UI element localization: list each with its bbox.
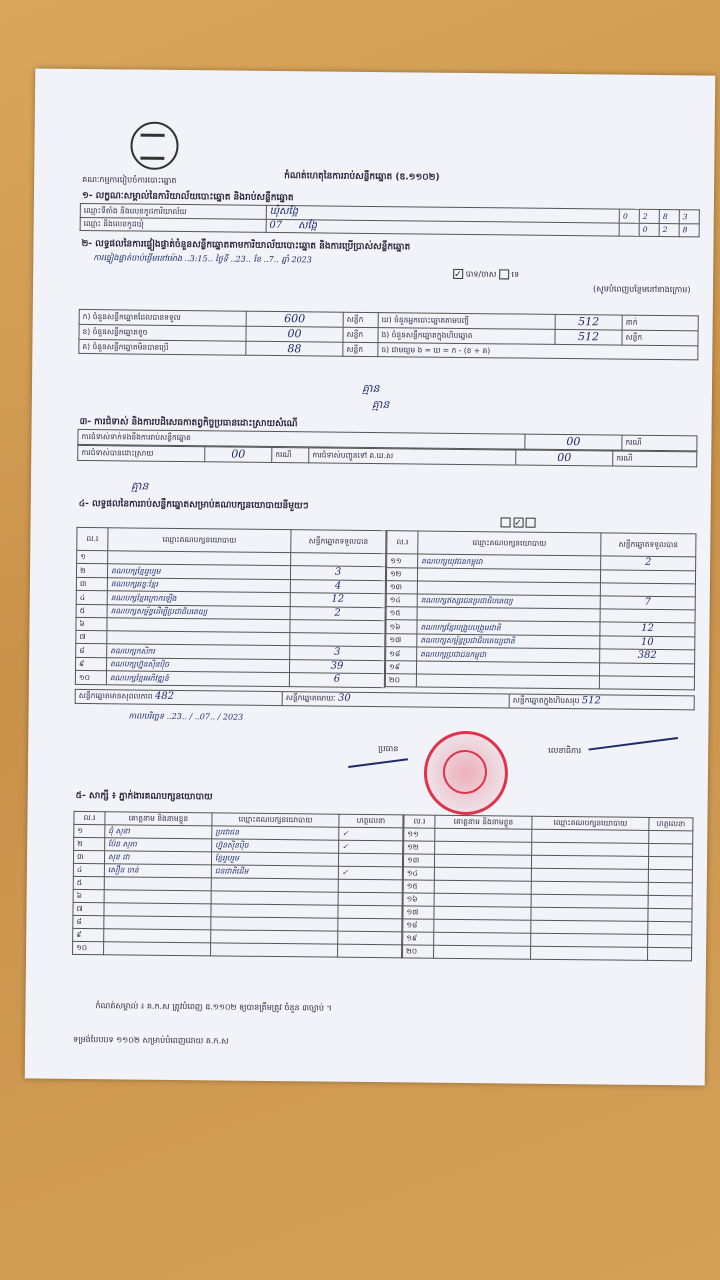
section1-heading: ១- លក្ខណៈសម្គាល់នៃការិយាល័យបោះឆ្នោត និងរាប់សន្លឹកឆ្នោត: [81, 190, 294, 204]
section1-table: [80, 203, 700, 237]
section3-heading: ៣- ការជំទាស់ និងការបដិសេធកាតព្វកិច្ចប្រធានដោះស្រាយសំណើ: [79, 416, 298, 430]
table-row: ១៥: [386, 607, 695, 623]
table-row: ៥: [73, 876, 402, 892]
yes-no-choice: [453, 269, 519, 280]
table-row: ១ ជុំ សុខា ប្រជាជន ✓: [74, 824, 403, 840]
table-row: ១២: [404, 841, 693, 857]
table-row: ១២: [386, 567, 695, 583]
witness-table-right: ល.រ គោត្តនាម និងនាមខ្លួន ឈ្មោះគណបក្សនយោបាយ ហត្ថលេខា ១១ ១២ ១៣ ១៤ ១៥ ១៦ ១៧ ១៨ ១៩ ២០: [402, 814, 693, 961]
form-sheet: [25, 68, 716, 1085]
chair-label: ប្រធាន: [378, 744, 399, 754]
table-row: ៦: [76, 617, 385, 633]
table-row: ១៧: [403, 906, 692, 922]
table-row: ១៤: [403, 867, 692, 883]
table-row: ១១: [404, 828, 693, 844]
secretary-signature: [589, 737, 679, 751]
code-digit-empty: [619, 223, 639, 237]
table-row: ៣ សុខ ជា ខ្មែររួបរួម: [73, 850, 402, 866]
code-digit: 2: [639, 209, 659, 223]
table-row: ខ) ចំនួនសន្លឹកឆ្នោតខូច 00 សន្លឹក ង) ចំនួនសន្លឹកឆ្នោតក្នុងហិបឆ្នោត 512 សន្លឹក: [79, 324, 698, 345]
section4-heading: ៤- លទ្ធផលនៃការរាប់សន្លឹកឆ្នោតសម្រាប់គណបក្សនយោបាយនីមួយៗ: [78, 498, 309, 512]
table-row: ១៦ គណបក្សខ្មែរបង្រួបបង្រួមជាតិ 12: [386, 620, 695, 637]
yes-checkbox[interactable]: [453, 269, 463, 279]
official-stamp: [424, 731, 509, 816]
code-digit: 8: [659, 210, 679, 224]
section2-heading: ២- លទ្ធផលនៃការផ្ទៀងផ្ទាត់ចំនួនសន្លឹកឆ្នោតតាមការិយាល័យបោះឆ្នោត និងការប្រើប្រាស់សន្លឹកឆ្នោត: [81, 238, 411, 253]
table-row: ១៨ គណបក្សប្រជាជនកម្ពុជា 382: [386, 647, 695, 664]
section2-table: [78, 309, 698, 361]
section2-date-line: ការផ្ទៀងផ្ទាត់ចាប់ផ្តើមនៅម៉ោង ..3:15.. ថ្ងៃទី ..23.. ខែ ..7.. ឆ្នាំ 2023: [93, 253, 312, 265]
no-label: ទេ: [511, 269, 520, 280]
code-digit: 0: [619, 209, 639, 223]
section3-table: ការជំទាស់ទាក់ទងនឹងការរាប់សន្លឹកឆ្នោត 00 ករណី: [77, 429, 697, 451]
table-row: ១៩: [385, 660, 694, 676]
section4-date: កាលបរិច្ឆេទ ..23.. / ..07.. / 2023: [128, 711, 244, 722]
table-row: ៧: [76, 630, 385, 646]
emblem-logo: [130, 121, 179, 170]
totals-row: សន្លឹកឆ្នោតមានសុពលភាព 482 សន្លឹកឆ្នោតមោឃៈ 30 សន្លឹកឆ្នោតក្នុងហិបសរុប 512: [75, 689, 695, 710]
table-row: ២ ប៉ែន សុភា ហ្វ៊ុនស៊ិនប៉ិច ✓: [74, 837, 403, 853]
section3-fill: គ្មាន: [130, 479, 149, 493]
table-row: ៤ សឿន ចាន់ ជនជាតិដើម ✓: [73, 863, 402, 879]
section5-note: កំណត់សម្គាល់ ៖ គ.ក.ស ត្រូវបំពេញ ឌ.១១០២ ឲ្យបានត្រឹមត្រូវ ចំនួន ៣ច្បាប់ ។: [95, 1001, 332, 1013]
table-row: ១០ គណបក្សខ្មែរអភិវឌ្ឍន៍ 6: [75, 670, 384, 687]
table-row: ៧: [73, 902, 402, 918]
code-digit: 3: [679, 210, 699, 224]
table-row: ៩: [73, 928, 402, 944]
table-row: ១៣: [403, 854, 692, 870]
table-row: ១: [77, 550, 386, 566]
table-row: ១៦: [403, 893, 692, 909]
footer-text: ទម្រង់បែបបទ ១១០២ សម្រាប់បំពេញដោយ គ.ក.ស: [73, 1034, 229, 1046]
party-table-left: ល.រ ឈ្មោះគណបក្សនយោបាយ សន្លឹកឆ្នោតទទួលបាន ១ ២ គណបក្សខ្មែររួបរួម 3 ៣ គណបក្សឆន្ទៈខ្មែរ 4 ៤ គណបក្សខ្មែរក្រោកឡើង 12 ៥ គណបក្សសម្ព័ន្ធដើម្បីប្រជាធិបតេយ្យ 2 ៦ ៧ ៨ គណបក្សកសិករ 3 ៩ គណបក្សហ្វ៊ុនស៊ិនប៉ិច 39 ១០ គណបក្សខ្មែរអភិវឌ្ឍន៍ 6: [75, 527, 387, 688]
table-row: ៩ គណបក្សហ្វ៊ុនស៊ិនប៉ិច 39: [76, 657, 385, 674]
table-row: ១៤ គណបក្សឥស្សរជនប្រជាធិបតេយ្យ 7: [386, 593, 695, 610]
no-checkbox[interactable]: [499, 269, 509, 279]
checkbox[interactable]: [513, 517, 523, 527]
table-row: ២០: [385, 673, 694, 689]
table-row: ៥ គណបក្សសម្ព័ន្ធដើម្បីប្រជាធិបតេយ្យ 2: [76, 604, 385, 621]
code-digit: 8: [679, 223, 699, 237]
party-table-right: ល.រ ឈ្មោះគណបក្សនយោបាយ សន្លឹកឆ្នោតទទួលបាន ១១ គណបក្សយុវជនកម្ពុជា 2 ១២ ១៣ ១៤ គណបក្សឥស្សរជនប្រជាធិបតេយ្យ 7 ១៥ ១៦ គណបក្សខ្មែរបង្រួបបង្រួមជាតិ 12 ១៧ គណបក្សសម្ព័ន្ធប្រជាធិបតេយ្យជាតិ 10 ១៨ គណបក្សប្រជាជនកម្ពុជា 382 ១៩ ២០: [385, 530, 697, 690]
table-row: ១៨: [403, 919, 692, 935]
table-row: ក) ចំនួនសន្លឹកឆ្នោតដែលបានទទួល 600 សន្លឹក ឃ) ចំនួនអ្នកបោះឆ្នោតតាមបញ្ជី 512 នាក់: [79, 309, 698, 330]
table-row: ៨ គណបក្សកសិករ 3: [76, 643, 385, 660]
location-value: ឃុំសង្កែ: [266, 205, 620, 222]
table-row: ៦: [73, 889, 402, 905]
checkbox[interactable]: [526, 518, 536, 528]
party-checkboxes: [501, 517, 536, 528]
yes-label: បាទ/ចាស: [465, 269, 497, 279]
table-row: ១៩: [403, 932, 692, 948]
code-digit: 2: [659, 223, 679, 237]
fill-value-1: គ្មាន: [361, 381, 380, 396]
table-row: ១១ គណបក្សយុវជនកម្ពុជា 2: [387, 554, 696, 571]
commune-value: 07 សង្កែ: [266, 219, 620, 236]
fill-note: (សូមបំពេញបន្ថែមនៅខាងក្រោម): [592, 284, 691, 295]
table-row: ១៣: [386, 580, 695, 596]
secretary-label: លេខាធិការ: [548, 745, 582, 756]
location-label: ឈ្មោះទីតាំង និងលេខកូដការិយាល័យ: [80, 203, 266, 218]
section5-heading: ៥- សាក្សី ៖ ភ្នាក់ងារគណបក្សនយោបាយ: [75, 790, 213, 803]
table-row: ១០: [73, 941, 402, 957]
chair-signature: [348, 758, 408, 768]
table-row: ១៧ គណបក្សសម្ព័ន្ធប្រជាធិបតេយ្យជាតិ 10: [386, 633, 695, 650]
table-row: ២០: [403, 945, 692, 961]
table-row: ១៥: [403, 880, 692, 896]
form-title: កំណត់ហេតុនៃការរាប់សន្លឹកឆ្នោត (ឌ.១១០២): [284, 171, 440, 183]
table-row: ៣ គណបក្សឆន្ទៈខ្មែរ 4: [76, 577, 385, 594]
witness-table-left: ល.រ គោត្តនាម និងនាមខ្លួន ឈ្មោះគណបក្សនយោបាយ ហត្ថលេខា ១ ជុំ សុខា ប្រជាជន ✓ ២ ប៉ែន សុភា ហ្វ៊ុនស៊ិនប៉ិច ✓ ៣ សុខ ជា ខ្មែររួបរួម ៤ សឿន ចាន់ ជនជាតិដើម ✓ ៥ ៦ ៧ ៨ ៩ ១០: [72, 811, 403, 958]
table-row: គ) ចំនួនសន្លឹកឆ្នោតមិនបានប្រើ 88 សន្លឹក ច) ជាមធ្យម ង = ឃ = ក - (ខ + គ): [79, 339, 698, 360]
code-digit: 0: [639, 223, 659, 237]
checkbox[interactable]: [501, 517, 511, 527]
section3-table-2: ការជំទាស់បានដោះស្រាយ 00 ករណី ការជំទាស់បញ្ជូនទៅ គ.ឃ.ស 00 ករណី: [77, 445, 697, 467]
commune-label: ឈ្មោះ និងលេខកូដឃុំ: [80, 217, 266, 232]
table-row: ២ គណបក្សខ្មែររួបរួម 3: [76, 563, 385, 580]
fill-value-2: គ្មាន: [371, 398, 390, 412]
table-row: ៨: [73, 915, 402, 931]
org-name: គណៈកម្មការរៀបចំការបោះឆ្នោត: [82, 174, 177, 185]
table-row: ៤ គណបក្សខ្មែរក្រោកឡើង 12: [76, 590, 385, 607]
